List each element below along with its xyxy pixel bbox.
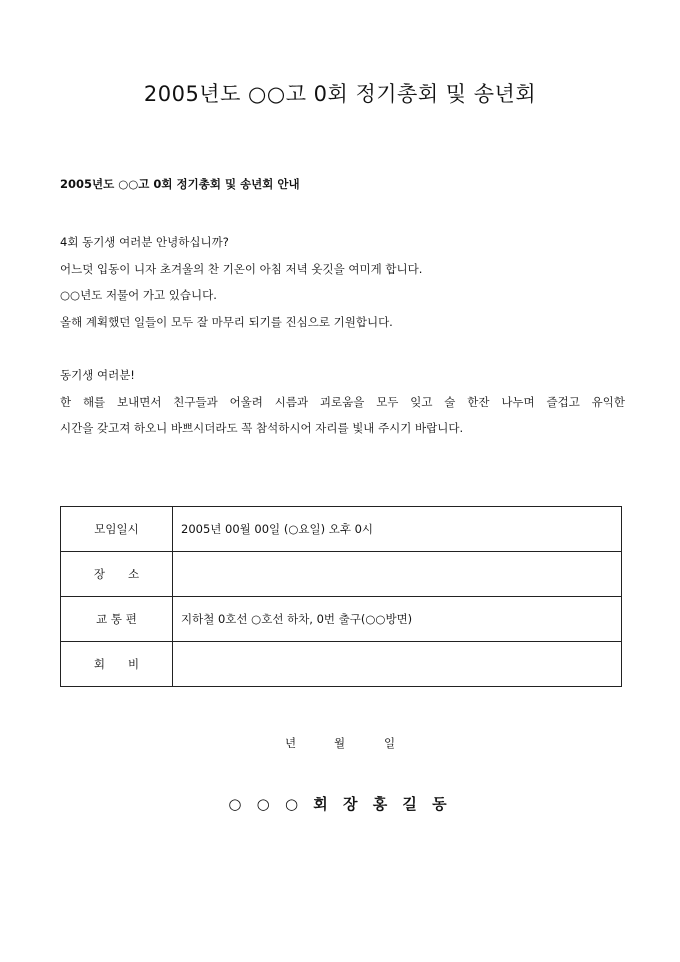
table-row — [61, 552, 622, 597]
table-row — [61, 597, 622, 642]
row-value-transport: 지하철 0호선 ○호선 하차, 0번 출구(○○방면) — [173, 597, 622, 642]
greeting-line: 4회 동기생 여러분 안녕하십니까? — [60, 235, 229, 249]
date-month: 월 — [334, 736, 346, 750]
document-title: 2005년도 ○○고 0회 정기총회 및 송년회 — [143, 82, 537, 106]
row-label-fee: 회 비 — [61, 642, 173, 687]
date-day: 일 — [384, 736, 396, 750]
document-subtitle: 2005년도 ○○고 0회 정기총회 및 송년회 안내 — [60, 177, 300, 191]
table-row — [61, 507, 622, 552]
row-value-place — [173, 552, 622, 597]
greeting-line: 올해 계획했던 일들이 모두 잘 마무리 되기를 진심으로 기원합니다. — [60, 314, 393, 329]
invitation-line: 시간을 갖고져 하오니 바쁘시더라도 꼭 참석하시어 자리를 빛내 주시기 바랍니다. — [60, 421, 464, 435]
signature-line: ○ ○ ○ 회 장 홍 길 동 — [228, 795, 452, 813]
event-info-table — [60, 506, 622, 687]
invitation-line: 한 해를 보내면서 친구들과 어울려 시름과 괴로움을 모두 잊고 술 한잔 나누며 즐겁고 유익한 — [60, 394, 625, 409]
row-label-place: 장 소 — [61, 552, 173, 597]
greeting-paragraph — [60, 229, 625, 335]
greeting-line: 어느덧 입동이 니자 초겨울의 찬 기온이 아침 저녁 옷깃을 여미게 합니다. — [60, 261, 423, 276]
table-row — [61, 642, 622, 687]
greeting-line: ○○년도 저물어 가고 있습니다. — [60, 288, 217, 302]
row-value-datetime: 2005년 00월 00일 (○요일) 오후 0시 — [173, 507, 622, 552]
invitation-paragraph — [60, 362, 625, 442]
invitation-line: 동기생 여러분! — [60, 368, 135, 382]
row-label-transport: 교 통 편 — [61, 597, 173, 642]
date-year: 년 — [285, 736, 297, 750]
row-value-fee — [173, 642, 622, 687]
row-label-datetime: 모임일시 — [61, 507, 173, 552]
